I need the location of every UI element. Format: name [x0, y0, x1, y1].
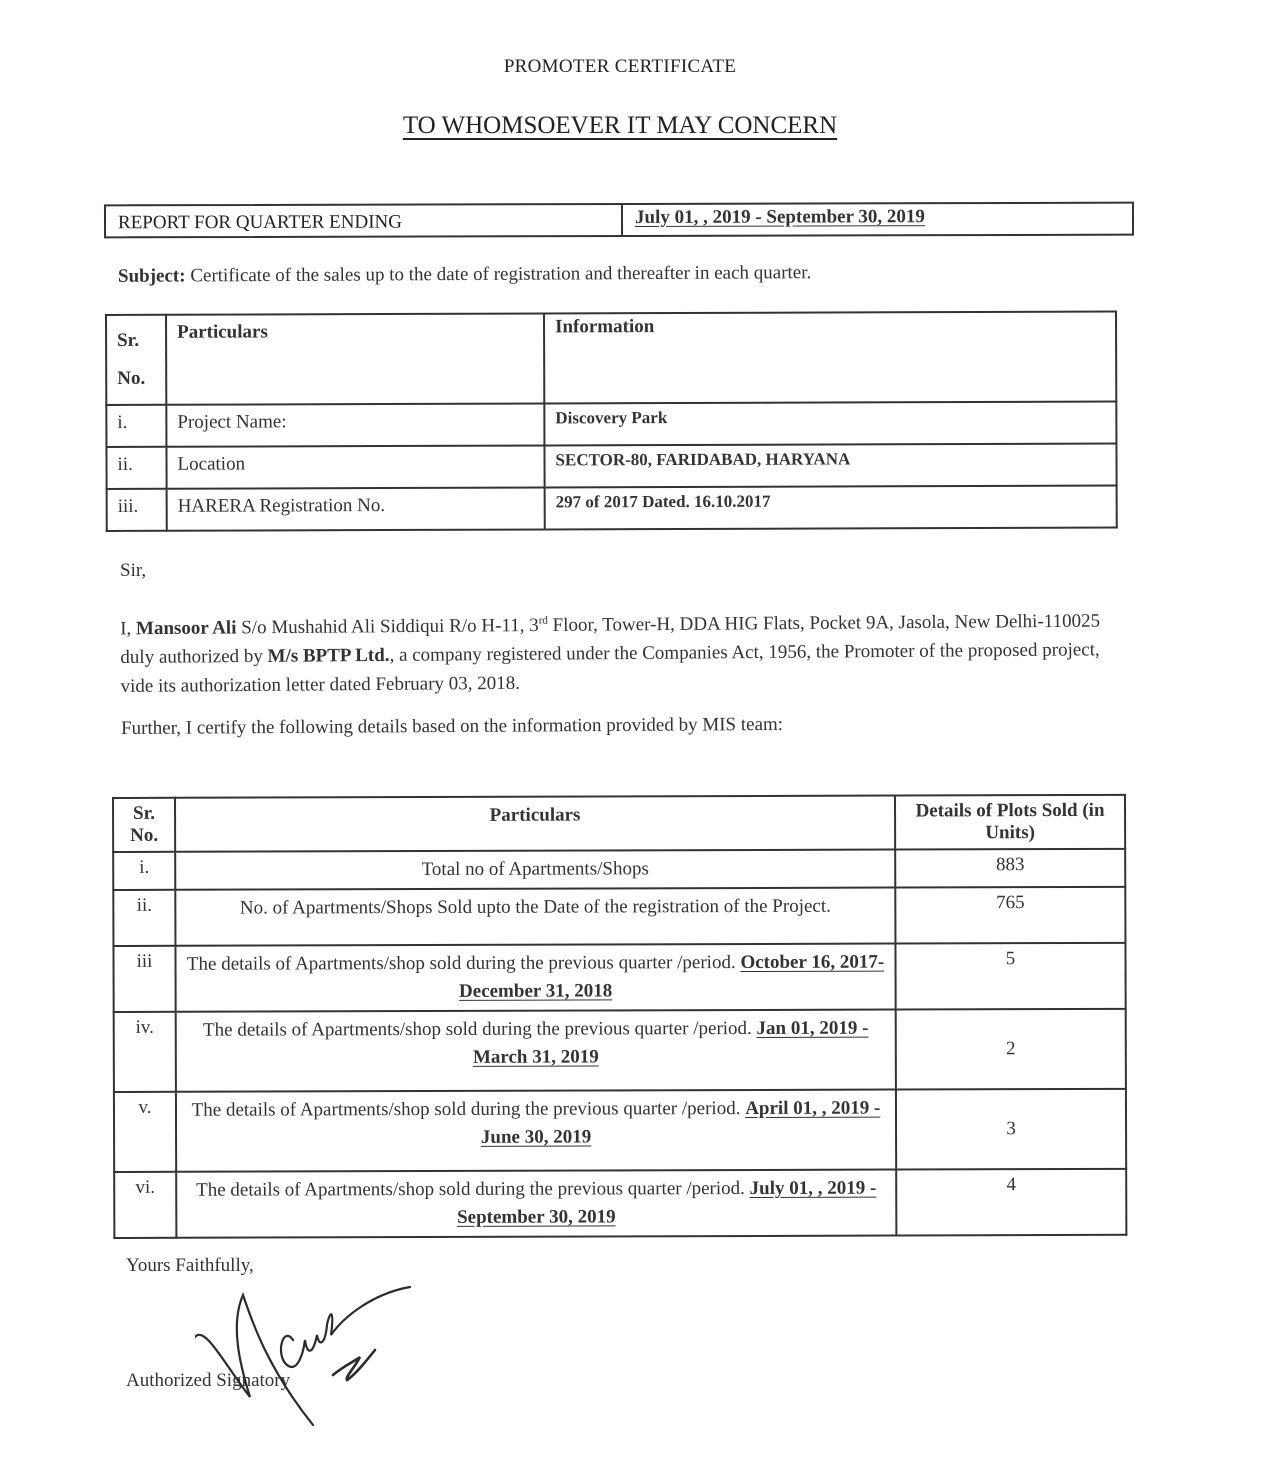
header-sr-line2: No.: [130, 824, 159, 846]
row-particulars: Project Name:: [166, 403, 544, 446]
row-information: 297 of 2017 Dated. 16.10.2017: [545, 485, 1117, 529]
table-header-row: [113, 795, 1125, 852]
row-particulars: [175, 944, 895, 1012]
quarter-report-box: [104, 202, 1134, 239]
row-sr: vi.: [114, 1172, 176, 1238]
row-particulars: HARERA Registration No.: [167, 487, 545, 530]
row-period: July 01, , 2019 - September 30, 2019: [457, 1177, 877, 1228]
row-sr: v.: [114, 1092, 176, 1172]
table-header-row: [106, 311, 1116, 405]
row-sr: iii: [113, 946, 175, 1012]
para-text: S/o Mushahid Ali Siddiqui R/o H-11, 3: [236, 615, 539, 639]
quarter-period-text: July 01, , 2019 - September 30, 2019: [634, 206, 925, 228]
row-value: 5: [895, 943, 1125, 1010]
row-particulars: [176, 1010, 896, 1092]
row-value: 883: [895, 849, 1125, 888]
row-particulars: [176, 1170, 896, 1238]
row-value: 2: [896, 1009, 1126, 1090]
header-details: Details of Plots Sold (in Units): [895, 795, 1125, 850]
table-row: [114, 1169, 1126, 1238]
subtitle-text: TO WHOMSOEVER IT MAY CONCERN: [402, 112, 838, 139]
subject-line: [118, 262, 811, 288]
row-particulars: [175, 888, 895, 946]
row-value: 4: [896, 1169, 1126, 1236]
row-sr: ii.: [106, 447, 166, 489]
header-sr-line1: Sr.: [117, 329, 140, 351]
row-particulars: Location: [166, 445, 544, 488]
row-text: The details of Apartments/shop sold during the previous quarter /period.: [196, 1177, 750, 1201]
row-information: Discovery Park: [544, 401, 1116, 445]
header-information: Information: [544, 311, 1116, 403]
row-sr: iv.: [114, 1012, 176, 1092]
quarter-period: [623, 204, 1132, 235]
quarter-label: REPORT FOR QUARTER ENDING: [106, 205, 623, 236]
further-statement: Further, I certify the following details based on the information provided by MIS team:: [121, 713, 784, 739]
row-period: April 01, , 2019 - June 30, 2019: [480, 1097, 881, 1148]
salutation: Sir,: [120, 560, 147, 581]
para-sup: rd: [538, 614, 548, 627]
signature-icon: [195, 1285, 425, 1430]
sales-table: [112, 794, 1127, 1239]
closing-text: Yours Faithfully,: [126, 1255, 254, 1276]
project-info-table: [105, 310, 1118, 532]
row-text: Total no of Apartments/Shops: [421, 858, 649, 881]
header-sr: [113, 798, 175, 852]
header-sr-line1: Sr.: [133, 802, 156, 824]
table-row: [113, 943, 1125, 1012]
table-row: [106, 401, 1116, 447]
header-sr-line2: No.: [117, 367, 146, 389]
header-particulars: Particulars: [175, 796, 895, 852]
document-title: PROMOTER CERTIFICATE: [503, 56, 737, 77]
row-particulars: [176, 1090, 896, 1172]
signatory-label: Authorized Signatory: [126, 1370, 291, 1391]
table-row: [106, 443, 1116, 489]
header-particulars: Particulars: [166, 313, 544, 404]
para-text: , a company registered under the Companies Act, 1956, the Promoter of the proposed project, vide its authorization letter dated February 03, 2018.: [120, 639, 1100, 698]
row-text: No. of Apartments/Shops Sold upto the Date of the registration of the Project.: [239, 895, 831, 919]
row-sr: i.: [106, 405, 166, 447]
table-row: [113, 849, 1125, 890]
table-row: [113, 887, 1125, 946]
table-row: [114, 1009, 1126, 1092]
row-sr: i.: [113, 852, 175, 890]
row-information: SECTOR-80, FARIDABAD, HARYANA: [544, 443, 1116, 487]
row-value: 3: [896, 1089, 1126, 1170]
row-sr: ii.: [113, 890, 175, 946]
para-text: Floor, Tower-H, DDA HIG Flats, Pocket 9A, Jasola, New Delhi-110025 duly authorized by: [120, 610, 1101, 669]
document-subtitle: [0, 112, 1240, 140]
para-text: I,: [120, 618, 137, 640]
row-particulars: [175, 850, 895, 890]
header-sr: [106, 315, 166, 405]
row-sr: iii.: [107, 489, 167, 531]
table-row: [114, 1089, 1126, 1172]
table-row: [107, 485, 1117, 531]
declarant-name: Mansoor Ali: [135, 617, 237, 640]
row-text: The details of Apartments/shop sold during the previous quarter /period.: [202, 1017, 757, 1041]
row-text: The details of Apartments/shop sold during the previous quarter /period.: [186, 952, 741, 975]
row-value: 765: [895, 887, 1125, 944]
company-name: M/s BPTP Ltd.: [267, 645, 390, 668]
row-text: The details of Apartments/shop sold during the previous quarter /period.: [191, 1098, 746, 1121]
subject-text: Certificate of the sales up to the date of registration and thereafter in each quarter.: [185, 262, 812, 287]
row-period: October 16, 2017- December 31, 2018: [458, 951, 885, 1002]
declaration-paragraph: [120, 602, 1131, 701]
row-period: Jan 01, 2019 - March 31, 2019: [472, 1017, 869, 1068]
subject-label: Subject:: [117, 265, 186, 287]
